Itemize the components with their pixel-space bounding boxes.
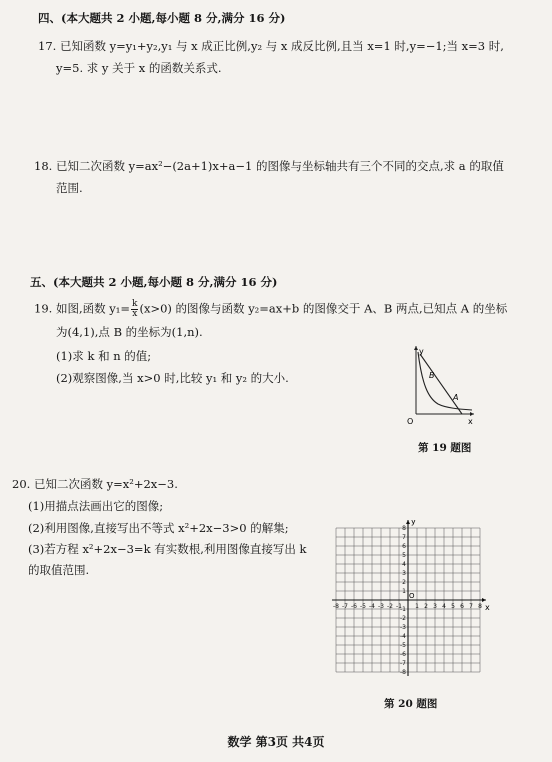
x-tick-label: 4	[442, 603, 446, 610]
fig19-point-a-label: A	[453, 393, 459, 402]
section-5-heading: 五、(本大题共 2 小题,每小题 8 分,满分 16 分)	[30, 275, 278, 289]
fig19-point-b-label: B	[429, 371, 435, 380]
x-tick-label: -3	[378, 603, 384, 610]
figure-19-caption: 第 19 题图	[418, 442, 472, 454]
question-17-line-1: 17. 已知函数 y=y₁+y₂,y₁ 与 x 成正比例,y₂ 与 x 成反比例,且当 x=1 时,y=−1;当 x=3 时,	[38, 39, 504, 53]
fig20-x-label: x	[485, 603, 490, 612]
question-19-line-2: 为(4,1),点 B 的坐标为(1,n).	[56, 325, 203, 339]
y-tick-label: -4	[400, 633, 406, 640]
question-19-part-2: (2)观察图像,当 x>0 时,比较 y₁ 和 y₂ 的大小.	[56, 371, 289, 385]
y-tick-label: -6	[400, 651, 406, 658]
y-tick-label: -8	[400, 669, 406, 676]
x-tick-label: 7	[469, 603, 473, 610]
y-tick-label: 8	[402, 525, 406, 532]
y-axis-arrow	[406, 520, 410, 524]
fig19-y-label: y	[419, 347, 424, 356]
x-tick-label: -1	[396, 603, 402, 610]
question-18-line-2: 范围.	[56, 181, 83, 195]
y-tick-label: -1	[400, 606, 406, 613]
section-4-heading: 四、(本大题共 2 小题,每小题 8 分,满分 16 分)	[38, 11, 286, 25]
x-tick-label: 2	[424, 603, 428, 610]
y-tick-label: 1	[402, 588, 406, 595]
y-tick-label: 5	[402, 552, 406, 559]
fraction-numerator: k	[132, 299, 138, 309]
x-tick-label: -2	[387, 603, 393, 610]
fraction-denominator: x	[132, 309, 138, 319]
question-17-line-2: y=5. 求 y 关于 x 的函数关系式.	[56, 61, 222, 75]
y-tick-label: 6	[402, 543, 406, 550]
x-tick-label: -8	[333, 603, 339, 610]
x-tick-label: 5	[451, 603, 455, 610]
y-tick-label: -7	[400, 660, 406, 667]
y-tick-label: 7	[402, 534, 406, 541]
fig19-origin-label: O	[407, 417, 414, 426]
x-tick-label: 3	[433, 603, 437, 610]
y-tick-label: -2	[400, 615, 406, 622]
question-19-line-1-pre: 19. 如图,函数 y₁=	[34, 301, 130, 316]
page-footer: 数学 第3页 共4页	[227, 735, 325, 749]
fraction-k-over-x	[131, 300, 138, 319]
x-tick-label: -4	[369, 603, 375, 610]
question-18-line-1: 18. 已知二次函数 y=ax²−(2a+1)x+a−1 的图像与坐标轴共有三个不同的交点,求 a 的取值	[34, 159, 504, 173]
x-tick-label: -5	[360, 603, 366, 610]
question-20-line-1: 20. 已知二次函数 y=x²+2x−3.	[12, 477, 178, 491]
x-tick-label: -6	[351, 603, 357, 610]
question-19-figure	[396, 344, 476, 428]
fig20-y-label: y	[411, 520, 416, 526]
figure-20-caption: 第 20 题图	[384, 698, 438, 710]
x-tick-label: 8	[478, 603, 482, 610]
x-axis-arrow	[482, 598, 486, 602]
y-tick-label: 3	[402, 570, 406, 577]
x-tick-label: -7	[342, 603, 348, 610]
y-tick-label: 2	[402, 579, 406, 586]
question-20-part-1: (1)用描点法画出它的图像;	[28, 499, 164, 513]
question-20-grid-figure	[320, 520, 498, 682]
question-20-part-2: (2)利用图像,直接写出不等式 x²+2x−3>0 的解集;	[28, 521, 289, 535]
question-19-line-1-post: (x>0) 的图像与函数 y₂=ax+b 的图像交于 A、B 两点,已知点 A 的坐标	[139, 301, 508, 316]
y-tick-label: -3	[400, 624, 406, 631]
question-19-line-1	[34, 300, 507, 319]
x-tick-label: 6	[460, 603, 464, 610]
fig20-origin-label: O	[409, 592, 415, 600]
question-20-part-3-line-1: (3)若方程 x²+2x−3=k 有实数根,利用图像直接写出 k	[28, 542, 307, 556]
fig19-x-label: x	[468, 417, 473, 426]
y-tick-label: -5	[400, 642, 406, 649]
question-19-part-1: (1)求 k 和 n 的值;	[56, 349, 152, 363]
y-tick-label: 4	[402, 561, 406, 568]
question-20-part-3-line-2: 的取值范围.	[28, 563, 90, 577]
x-tick-label: 1	[415, 603, 419, 610]
